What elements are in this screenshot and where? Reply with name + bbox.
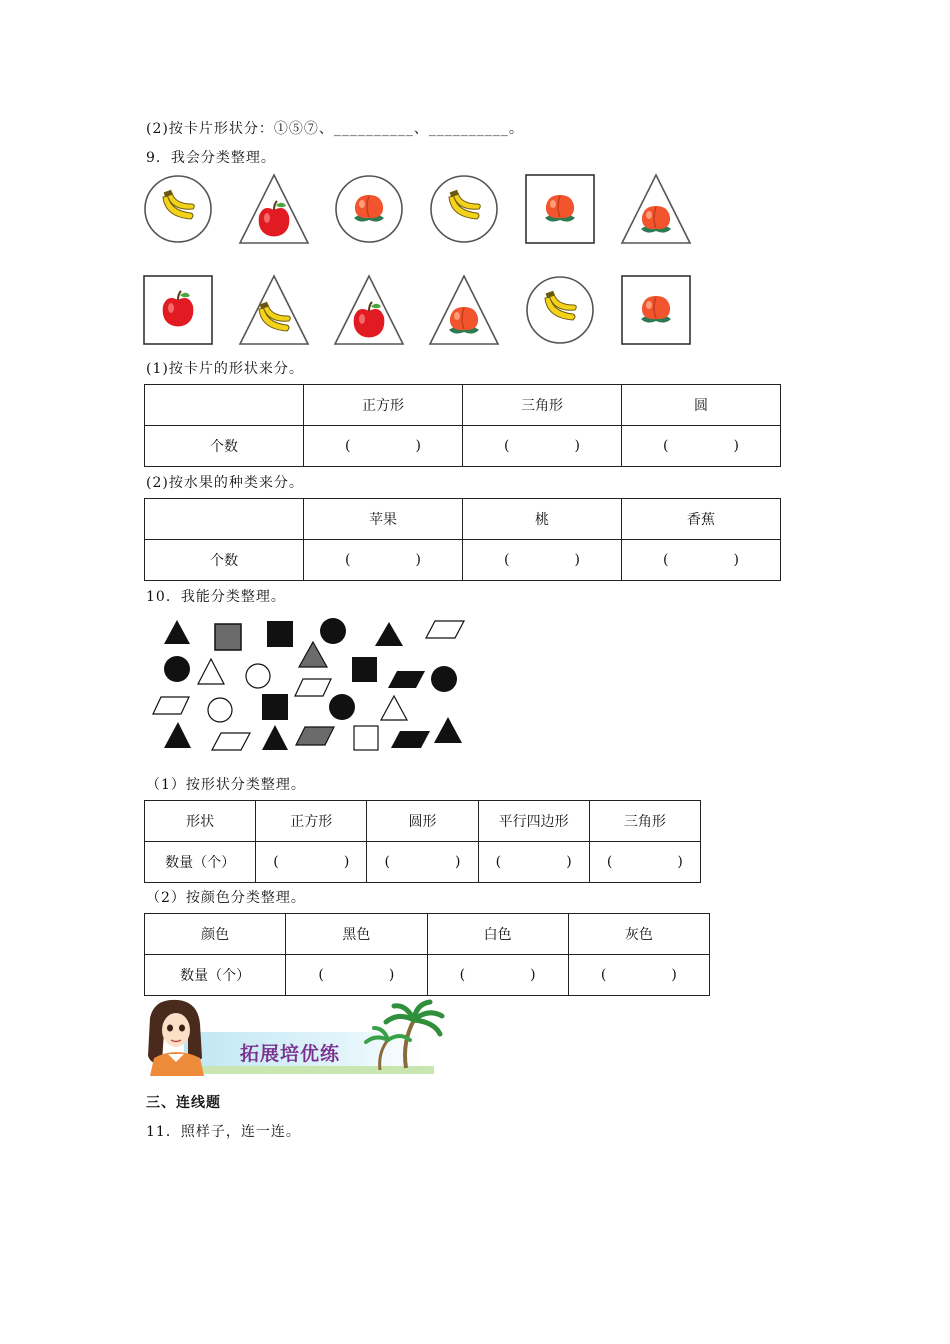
peach-icon	[449, 307, 479, 334]
white-parallelogram	[212, 733, 250, 750]
extension-practice-banner	[144, 996, 448, 1080]
peach-icon	[545, 195, 575, 222]
black-triangle	[164, 620, 190, 644]
square-apple-card	[143, 275, 213, 345]
white-triangle	[381, 696, 407, 720]
shape-count-table	[144, 384, 781, 467]
black-triangle	[434, 717, 462, 743]
q10-title: 10．我能分类整理。	[146, 589, 286, 605]
answer-cell[interactable]: ( )	[478, 842, 589, 883]
table-header-cell: 三角形	[463, 385, 622, 426]
answer-cell[interactable]: ( )	[367, 842, 478, 883]
triangle-apple-card	[334, 275, 404, 345]
triangle-apple-card	[239, 174, 309, 244]
answer-cell[interactable]: ( )	[463, 426, 622, 467]
circle-banana-card	[429, 174, 499, 244]
answer-cell[interactable]: ( )	[427, 955, 568, 996]
q9-title: 9．我会分类整理。	[146, 150, 276, 166]
table-header-cell: 颜色	[145, 914, 286, 955]
square-peach-card	[525, 174, 595, 244]
triangle-peach-card	[621, 174, 691, 244]
q9-sub2: (2)按水果的种类来分。	[146, 475, 304, 491]
black-parallelogram	[388, 671, 425, 688]
black-circle	[164, 656, 190, 682]
gray-square	[215, 624, 241, 650]
black-circle	[431, 666, 457, 692]
table-header-cell: 平行四边形	[478, 801, 589, 842]
table-header-cell: 圆	[622, 385, 781, 426]
white-circle	[246, 664, 270, 688]
white-parallelogram	[153, 697, 189, 714]
answer-cell[interactable]: ( )	[589, 842, 700, 883]
square-peach-card	[621, 275, 691, 345]
fruit-count-table	[144, 498, 781, 581]
shape-type-table	[144, 800, 701, 883]
triangle-peach-card	[429, 275, 499, 345]
circle-peach-card	[334, 174, 404, 244]
answer-cell[interactable]: ( )	[622, 540, 781, 581]
table-header-cell: 正方形	[256, 801, 367, 842]
q8-part2-line: (2)按卡片形状分：①⑤⑦、__________、__________。	[146, 121, 524, 137]
answer-cell[interactable]: ( )	[568, 955, 709, 996]
banner-title: 拓展培优练	[240, 1043, 341, 1065]
answer-cell[interactable]: ( )	[256, 842, 367, 883]
gray-triangle	[299, 642, 327, 667]
black-circle	[329, 694, 355, 720]
shapes-figure	[146, 612, 476, 757]
table-row-label: 数量（个）	[145, 955, 286, 996]
black-square	[262, 694, 288, 720]
black-square	[267, 621, 293, 647]
gray-parallelogram	[296, 727, 334, 745]
answer-cell[interactable]: ( )	[463, 540, 622, 581]
q10-sub2: （2）按颜色分类整理。	[146, 890, 306, 906]
black-triangle	[262, 725, 288, 750]
circle-banana-card	[525, 275, 595, 345]
triangle-banana-card	[239, 275, 309, 345]
black-parallelogram	[391, 731, 430, 748]
table-header-cell: 香蕉	[622, 499, 781, 540]
table-row-label: 个数	[145, 540, 304, 581]
section3-title: 三、连线题	[146, 1095, 221, 1111]
table-header-cell	[145, 385, 304, 426]
answer-cell[interactable]: ( )	[304, 426, 463, 467]
table-header-cell: 灰色	[568, 914, 709, 955]
black-triangle	[164, 722, 191, 748]
q9-sub1: (1)按卡片的形状来分。	[146, 361, 304, 377]
table-header-cell: 三角形	[589, 801, 700, 842]
table-header-cell: 正方形	[304, 385, 463, 426]
peach-icon	[354, 195, 384, 222]
white-circle	[208, 698, 232, 722]
table-header-cell	[145, 499, 304, 540]
girl-icon	[148, 1000, 204, 1076]
black-square	[352, 657, 377, 682]
peach-icon	[641, 206, 671, 233]
answer-cell[interactable]: ( )	[622, 426, 781, 467]
black-circle	[320, 618, 346, 644]
answer-cell[interactable]: ( )	[304, 540, 463, 581]
peach-icon	[641, 296, 671, 323]
white-parallelogram	[295, 679, 331, 696]
white-parallelogram	[426, 621, 464, 638]
table-header-cell: 白色	[427, 914, 568, 955]
banner-ground	[184, 1066, 434, 1074]
color-count-table	[144, 913, 710, 996]
table-header-cell: 黑色	[286, 914, 427, 955]
white-triangle	[198, 659, 224, 684]
answer-cell[interactable]: ( )	[286, 955, 427, 996]
black-triangle	[375, 622, 403, 646]
circle-banana-card	[143, 174, 213, 244]
table-header-cell: 桃	[463, 499, 622, 540]
q10-sub1: （1）按形状分类整理。	[146, 777, 306, 793]
white-square	[354, 726, 378, 750]
table-header-cell: 形状	[145, 801, 256, 842]
q11-title: 11．照样子，连一连。	[146, 1124, 301, 1140]
table-row-label: 数量（个）	[145, 842, 256, 883]
table-header-cell: 苹果	[304, 499, 463, 540]
table-header-cell: 圆形	[367, 801, 478, 842]
table-row-label: 个数	[145, 426, 304, 467]
